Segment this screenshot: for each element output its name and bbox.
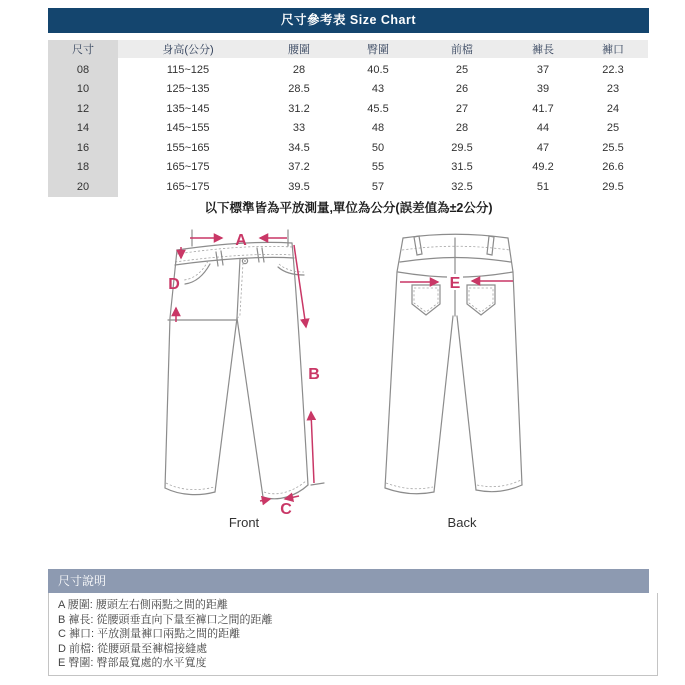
value-cell: 33 bbox=[292, 122, 306, 135]
value-cell: 29.5 bbox=[451, 141, 473, 154]
value-cell: 48 bbox=[371, 122, 385, 135]
table-row bbox=[48, 80, 648, 100]
value-cell: 37.2 bbox=[288, 161, 310, 174]
value-cell: 125~135 bbox=[166, 83, 210, 96]
column-header: 褲長 bbox=[508, 40, 578, 59]
value-cell: 135~145 bbox=[166, 102, 210, 115]
table-row bbox=[48, 158, 648, 178]
legend-item: A 腰圍: 腰頭左右側兩點之間的距離 bbox=[58, 599, 228, 611]
table-row bbox=[48, 177, 648, 197]
front-view-label: Front bbox=[228, 515, 260, 530]
value-cell: 39 bbox=[536, 83, 550, 96]
marker-c-label: C bbox=[280, 501, 292, 518]
value-cell: 155~165 bbox=[166, 141, 210, 154]
size-cell: 12 bbox=[48, 99, 118, 119]
back-measurements bbox=[400, 274, 513, 292]
value-cell: 26.6 bbox=[602, 161, 624, 174]
table-row bbox=[48, 119, 648, 139]
value-cell: 51 bbox=[536, 180, 550, 193]
size-chart-title-bar bbox=[48, 8, 649, 33]
table-row bbox=[48, 138, 648, 158]
column-header: 前檔 bbox=[416, 40, 508, 59]
value-cell: 29.5 bbox=[602, 180, 624, 193]
measurement-note: 以下標準皆為平放測量,單位為公分(誤差值為±2公分) bbox=[204, 201, 493, 215]
size-cell: 18 bbox=[48, 158, 118, 178]
value-cell: 37 bbox=[536, 63, 550, 76]
value-cell: 39.5 bbox=[288, 180, 310, 193]
value-cell: 57 bbox=[371, 180, 385, 193]
marker-e-label: E bbox=[449, 275, 461, 292]
size-cell: 10 bbox=[48, 80, 118, 100]
value-cell: 115~125 bbox=[166, 63, 210, 76]
value-cell: 55 bbox=[371, 161, 385, 174]
back-pants-drawing bbox=[385, 234, 522, 494]
value-cell: 44 bbox=[536, 122, 550, 135]
legend-title: 尺寸說明 bbox=[58, 574, 107, 588]
value-cell: 145~155 bbox=[166, 122, 210, 135]
value-cell: 25.5 bbox=[602, 141, 624, 154]
value-cell: 32.5 bbox=[451, 180, 473, 193]
value-cell: 50 bbox=[371, 141, 385, 154]
value-cell: 41.7 bbox=[532, 102, 554, 115]
value-cell: 24 bbox=[606, 102, 620, 115]
value-cell: 28 bbox=[292, 63, 306, 76]
size-cell: 14 bbox=[48, 119, 118, 139]
size-table-body bbox=[48, 59, 648, 197]
size-chart-title: 尺寸參考表 Size Chart bbox=[280, 13, 417, 27]
value-cell: 27 bbox=[455, 102, 469, 115]
pants-measurement-diagram bbox=[48, 228, 649, 535]
value-cell: 43 bbox=[371, 83, 385, 96]
legend-title-bar bbox=[48, 569, 649, 593]
header-row bbox=[48, 40, 648, 59]
value-cell: 31.2 bbox=[288, 102, 310, 115]
marker-d-label: D bbox=[168, 276, 180, 293]
legend-item: C 褲口: 平放測量褲口兩點之間的距離 bbox=[58, 628, 241, 641]
size-table-header bbox=[48, 40, 648, 59]
value-cell: 26 bbox=[455, 83, 469, 96]
legend-item: E 臀圍: 臀部最寬處的水平寬度 bbox=[58, 657, 207, 670]
size-cell: 20 bbox=[48, 177, 118, 197]
value-cell: 34.5 bbox=[288, 141, 310, 154]
marker-b-label: B bbox=[308, 366, 320, 383]
column-header: 臀圍 bbox=[340, 40, 416, 59]
size-cell: 08 bbox=[48, 59, 118, 80]
value-cell: 47 bbox=[536, 141, 550, 154]
table-row bbox=[48, 99, 648, 119]
column-header: 身高(公分) bbox=[118, 40, 258, 59]
legend-box bbox=[48, 593, 658, 676]
value-cell: 40.5 bbox=[367, 63, 389, 76]
value-cell: 23 bbox=[606, 83, 620, 96]
column-header: 尺寸 bbox=[48, 40, 118, 59]
marker-a-label: A bbox=[235, 232, 247, 249]
value-cell: 28 bbox=[455, 122, 469, 135]
value-cell: 28.5 bbox=[288, 83, 310, 96]
value-cell: 31.5 bbox=[451, 161, 473, 174]
column-header: 腰圍 bbox=[258, 40, 340, 59]
size-table bbox=[48, 40, 648, 197]
value-cell: 45.5 bbox=[367, 102, 389, 115]
value-cell: 25 bbox=[455, 63, 469, 76]
table-row bbox=[48, 59, 648, 80]
value-cell: 22.3 bbox=[602, 63, 624, 76]
legend-item: D 前檔: 從腰頭量至褲檔接縫處 bbox=[58, 642, 208, 655]
length-arrow-bottom bbox=[311, 412, 314, 483]
value-cell: 165~175 bbox=[166, 161, 210, 174]
size-cell: 16 bbox=[48, 138, 118, 158]
hem-arrow-left bbox=[260, 499, 270, 501]
legend-item: B 褲長: 從腰頭垂直向下量至褲口之間的距離 bbox=[58, 613, 273, 626]
front-pants-drawing bbox=[165, 230, 308, 499]
column-header: 褲口 bbox=[578, 40, 648, 59]
value-cell: 25 bbox=[606, 122, 620, 135]
value-cell: 49.2 bbox=[532, 161, 554, 174]
value-cell: 165~175 bbox=[166, 180, 210, 193]
back-view-label: Back bbox=[447, 515, 477, 530]
